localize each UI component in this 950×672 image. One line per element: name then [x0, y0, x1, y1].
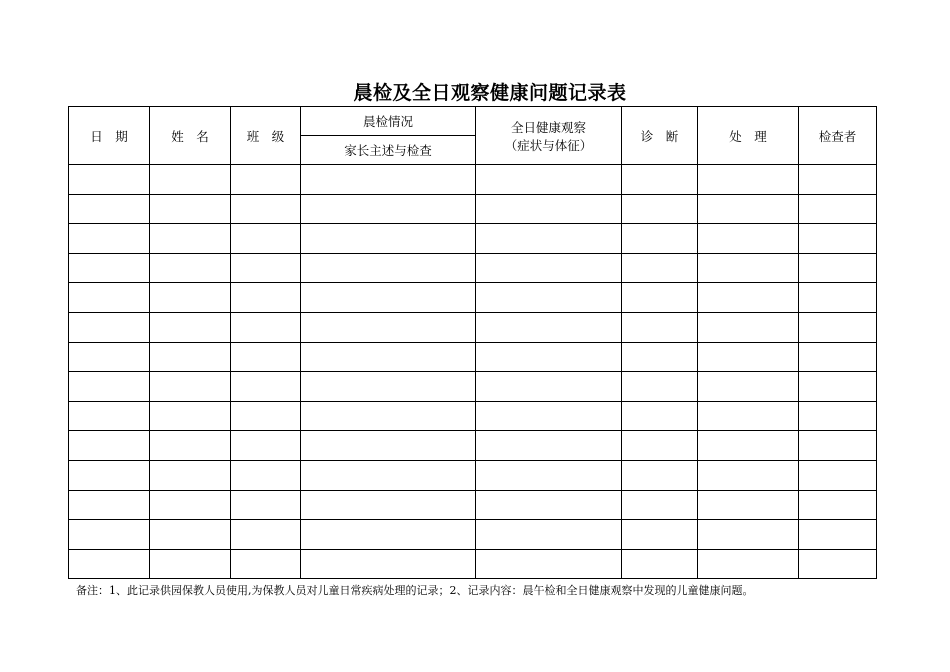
cell-parent-check[interactable] — [301, 253, 476, 283]
cell-diagnosis[interactable] — [622, 283, 698, 313]
cell-treatment[interactable] — [698, 165, 799, 195]
header-diagnosis: 诊 断 — [622, 107, 698, 165]
table-row — [69, 490, 877, 520]
header-morning-check: 晨检情况 — [301, 107, 476, 136]
cell-inspector[interactable] — [799, 490, 877, 520]
cell-date[interactable] — [69, 342, 150, 372]
cell-date[interactable] — [69, 224, 150, 254]
cell-date[interactable] — [69, 194, 150, 224]
cell-name[interactable] — [150, 549, 231, 579]
cell-treatment[interactable] — [698, 490, 799, 520]
table-row — [69, 253, 877, 283]
cell-parent-check[interactable] — [301, 342, 476, 372]
cell-observation[interactable] — [476, 165, 622, 195]
cell-name[interactable] — [150, 165, 231, 195]
cell-diagnosis[interactable] — [622, 431, 698, 461]
cell-date[interactable] — [69, 253, 150, 283]
cell-diagnosis[interactable] — [622, 224, 698, 254]
cell-class[interactable] — [231, 165, 301, 195]
table-row — [69, 224, 877, 254]
header-observation-line1: 全日健康观察 — [510, 119, 586, 135]
cell-name[interactable] — [150, 401, 231, 431]
cell-observation[interactable] — [476, 253, 622, 283]
cell-diagnosis[interactable] — [622, 342, 698, 372]
cell-class[interactable] — [231, 342, 301, 372]
cell-observation[interactable] — [476, 194, 622, 224]
cell-diagnosis[interactable] — [622, 490, 698, 520]
cell-parent-check[interactable] — [301, 194, 476, 224]
health-record-table — [68, 106, 877, 579]
cell-observation[interactable] — [476, 224, 622, 254]
cell-inspector[interactable] — [799, 372, 877, 402]
cell-date[interactable] — [69, 283, 150, 313]
table-row — [69, 372, 877, 402]
cell-treatment[interactable] — [698, 253, 799, 283]
cell-class[interactable] — [231, 520, 301, 550]
cell-date[interactable] — [69, 312, 150, 342]
cell-name[interactable] — [150, 194, 231, 224]
cell-diagnosis[interactable] — [622, 312, 698, 342]
cell-inspector[interactable] — [799, 283, 877, 313]
cell-diagnosis[interactable] — [622, 372, 698, 402]
cell-treatment[interactable] — [698, 283, 799, 313]
cell-observation[interactable] — [476, 431, 622, 461]
cell-date[interactable] — [69, 520, 150, 550]
cell-parent-check[interactable] — [301, 165, 476, 195]
cell-date[interactable] — [69, 372, 150, 402]
cell-diagnosis[interactable] — [622, 549, 698, 579]
cell-observation[interactable] — [476, 460, 622, 490]
cell-diagnosis[interactable] — [622, 520, 698, 550]
cell-diagnosis[interactable] — [622, 194, 698, 224]
cell-treatment[interactable] — [698, 312, 799, 342]
cell-treatment[interactable] — [698, 549, 799, 579]
cell-observation[interactable] — [476, 372, 622, 402]
cell-class[interactable] — [231, 224, 301, 254]
cell-date[interactable] — [69, 549, 150, 579]
cell-inspector[interactable] — [799, 549, 877, 579]
cell-date[interactable] — [69, 490, 150, 520]
header-observation — [476, 107, 622, 165]
cell-observation[interactable] — [476, 312, 622, 342]
cell-class[interactable] — [231, 460, 301, 490]
cell-treatment[interactable] — [698, 372, 799, 402]
cell-observation[interactable] — [476, 342, 622, 372]
cell-parent-check[interactable] — [301, 549, 476, 579]
cell-date[interactable] — [69, 460, 150, 490]
cell-parent-check[interactable] — [301, 431, 476, 461]
cell-parent-check[interactable] — [301, 372, 476, 402]
cell-inspector[interactable] — [799, 460, 877, 490]
cell-name[interactable] — [150, 460, 231, 490]
cell-parent-check[interactable] — [301, 401, 476, 431]
cell-class[interactable] — [231, 312, 301, 342]
cell-name[interactable] — [150, 431, 231, 461]
cell-treatment[interactable] — [698, 342, 799, 372]
cell-name[interactable] — [150, 312, 231, 342]
cell-class[interactable] — [231, 372, 301, 402]
cell-class[interactable] — [231, 431, 301, 461]
table-row — [69, 165, 877, 195]
table-row — [69, 283, 877, 313]
table-row — [69, 549, 877, 579]
cell-inspector[interactable] — [799, 401, 877, 431]
header-treatment: 处 理 — [698, 107, 799, 165]
cell-treatment[interactable] — [698, 520, 799, 550]
header-inspector: 检查者 — [799, 107, 877, 165]
cell-treatment[interactable] — [698, 401, 799, 431]
cell-diagnosis[interactable] — [622, 460, 698, 490]
table-row — [69, 312, 877, 342]
cell-date[interactable] — [69, 431, 150, 461]
header-class: 班 级 — [231, 107, 301, 165]
cell-parent-check[interactable] — [301, 520, 476, 550]
cell-class[interactable] — [231, 549, 301, 579]
cell-class[interactable] — [231, 401, 301, 431]
cell-treatment[interactable] — [698, 431, 799, 461]
header-observation-line2: （症状与体征） — [504, 137, 593, 153]
cell-parent-check[interactable] — [301, 224, 476, 254]
cell-name[interactable] — [150, 253, 231, 283]
cell-class[interactable] — [231, 283, 301, 313]
cell-treatment[interactable] — [698, 460, 799, 490]
cell-parent-check[interactable] — [301, 312, 476, 342]
table-row — [69, 460, 877, 490]
cell-name[interactable] — [150, 372, 231, 402]
cell-inspector[interactable] — [799, 224, 877, 254]
cell-name[interactable] — [150, 520, 231, 550]
cell-class[interactable] — [231, 253, 301, 283]
cell-inspector[interactable] — [799, 520, 877, 550]
table-row — [69, 431, 877, 461]
cell-treatment[interactable] — [698, 224, 799, 254]
cell-name[interactable] — [150, 224, 231, 254]
header-date: 日 期 — [69, 107, 150, 165]
footnote: 备注：1、此记录供园保教人员使用,为保教人员对儿童日常疾病处理的记录；2、记录内容：晨午检和全日健康观察中发现的儿童健康问题。 — [76, 584, 754, 597]
cell-inspector[interactable] — [799, 312, 877, 342]
cell-diagnosis[interactable] — [622, 401, 698, 431]
cell-observation[interactable] — [476, 401, 622, 431]
cell-inspector[interactable] — [799, 431, 877, 461]
record-body — [69, 165, 877, 579]
cell-observation[interactable] — [476, 490, 622, 520]
cell-diagnosis[interactable] — [622, 165, 698, 195]
cell-class[interactable] — [231, 194, 301, 224]
cell-date[interactable] — [69, 165, 150, 195]
page-title: 晨检及全日观察健康问题记录表 — [353, 82, 627, 104]
table-row — [69, 401, 877, 431]
cell-inspector[interactable] — [799, 342, 877, 372]
table-row — [69, 520, 877, 550]
cell-name[interactable] — [150, 342, 231, 372]
cell-parent-check[interactable] — [301, 460, 476, 490]
header-parent-check: 家长主述与检查 — [301, 136, 476, 165]
cell-observation[interactable] — [476, 283, 622, 313]
cell-name[interactable] — [150, 283, 231, 313]
table-row — [69, 194, 877, 224]
header-name: 姓 名 — [150, 107, 231, 165]
cell-class[interactable] — [231, 490, 301, 520]
cell-inspector[interactable] — [799, 165, 877, 195]
cell-observation[interactable] — [476, 549, 622, 579]
table-row — [69, 342, 877, 372]
cell-observation[interactable] — [476, 520, 622, 550]
cell-date[interactable] — [69, 401, 150, 431]
cell-name[interactable] — [150, 490, 231, 520]
cell-parent-check[interactable] — [301, 283, 476, 313]
cell-inspector[interactable] — [799, 253, 877, 283]
cell-treatment[interactable] — [698, 194, 799, 224]
cell-inspector[interactable] — [799, 194, 877, 224]
cell-diagnosis[interactable] — [622, 253, 698, 283]
cell-parent-check[interactable] — [301, 490, 476, 520]
